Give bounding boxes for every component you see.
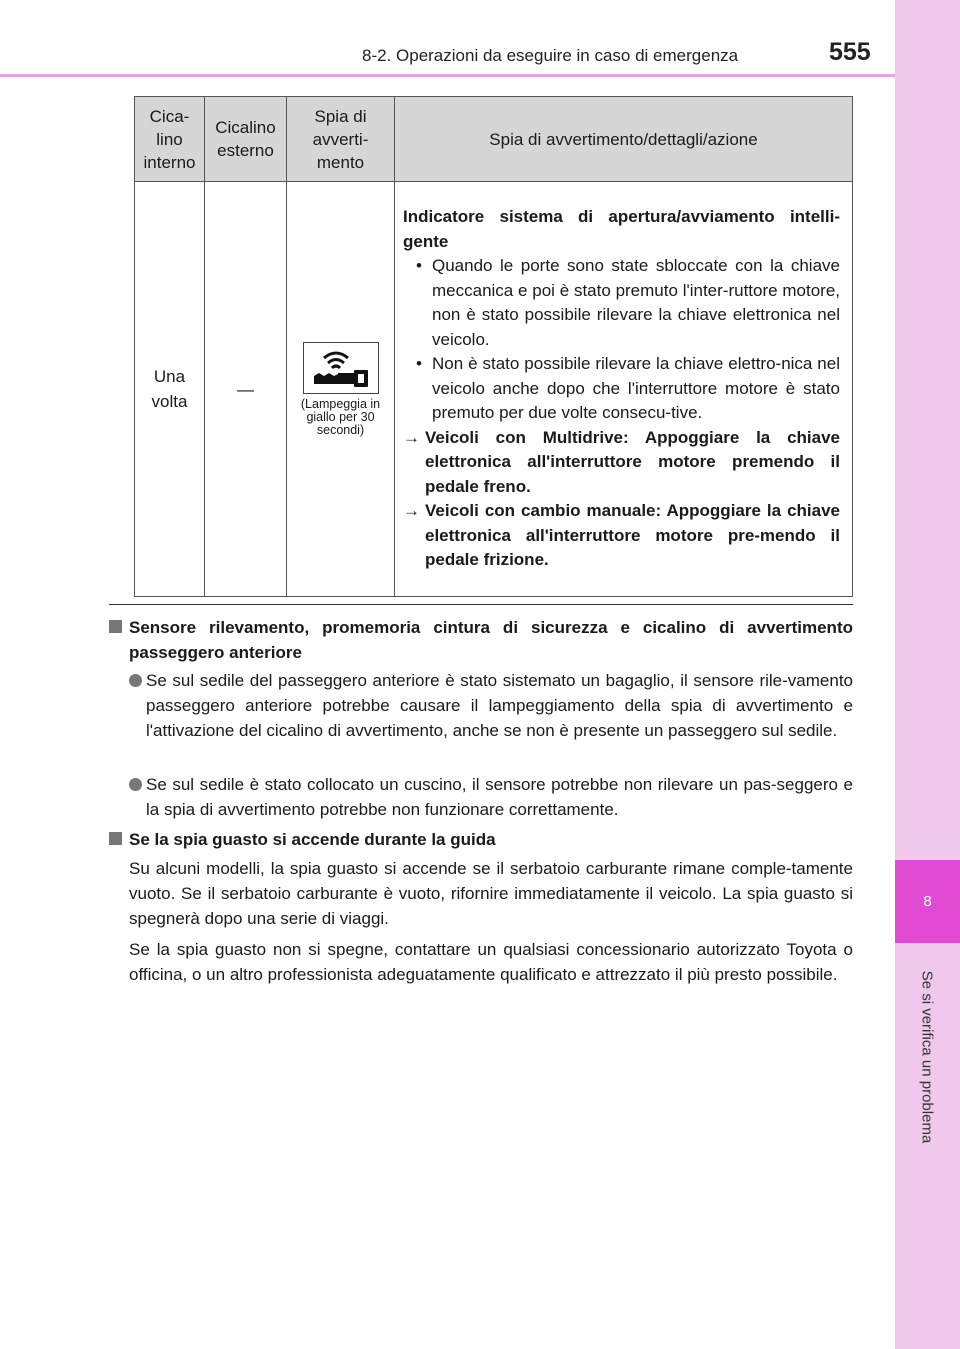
smart-key-indicator-icon: [303, 342, 379, 394]
action-text: Veicoli con cambio manuale: Appoggiare la chiave elettronica all'interruttore motore pre-mendo il pedale frizione.: [425, 501, 840, 570]
section-heading: Se la spia guasto si accende durante la guida: [109, 827, 853, 852]
paragraph: Su alcuni modelli, la spia guasto si accende se il serbatoio carburante rimane comple-tamente vuoto. Se il serbatoio carburante è vuoto, rifornire immediatamente il veicolo. La spia guasto si spegnerà dopo una serie di viaggi.: [129, 859, 853, 928]
sidebar-band-top: [895, 0, 960, 860]
square-bullet-icon: [109, 832, 122, 845]
list-item: • Quando le porte sono state sbloccate con la chiave meccanica e poi è stato premuto l'inter-ruttore motore, non è stato possibile rilevare la chiave elettronica nel veicolo.: [403, 254, 840, 352]
indicator-title: Indicatore sistema di apertura/avviamento intelli-gente: [403, 207, 840, 251]
list-item: • Non è stato possibile rilevare la chiave elettro-nica nel veicolo anche dopo che l'interruttore motore è stato premuto per due volte consecu-tive.: [403, 352, 840, 426]
section-heading: Sensore rilevamento, promemoria cintura di sicurezza e cicalino di avvertimento passeggero anteriore: [109, 615, 853, 665]
cell-warning-light: [287, 182, 395, 597]
arrow-icon: →: [403, 427, 420, 447]
round-bullet-icon: [129, 778, 142, 791]
warning-light-caption: (Lampeggia in giallo per 30 secondi): [300, 396, 381, 437]
round-bullet-icon: [129, 674, 142, 687]
section-title: 8-2. Operazioni da eseguire in caso di emergenza: [362, 46, 739, 65]
header-internal-buzzer: Cica- lino interno: [135, 97, 205, 182]
chapter-label: Se si verifica un problema: [918, 970, 936, 1144]
arrow-icon: →: [403, 501, 420, 521]
warning-table: [134, 96, 853, 597]
cell-external-buzzer: —: [205, 182, 287, 597]
cell-details: [395, 182, 853, 597]
header-rule: [0, 74, 895, 77]
chapter-tab[interactable]: 8: [895, 860, 960, 943]
list-item: Se sul sedile del passeggero anteriore è stato sistemato un bagaglio, il sensore rile-vamento passeggero anteriore potrebbe causare il lampeggiamento della spia di avvertimento e l'attivazione del cicalino di avvertimento, anche se non è presente un passeggero sul sedile.: [109, 668, 853, 743]
list-item: Se sul sedile è stato collocato un cuscino, il sensore potrebbe non rilevare un pas-seggero e la spia di avvertimento potrebbe non funzionare correttamente.: [109, 772, 853, 822]
action-item: [403, 426, 840, 500]
action-text: Veicoli con Multidrive: Appoggiare la chiave elettronica all'interruttore motore premendo il pedale freno.: [425, 427, 840, 496]
paragraph: Se la spia guasto non si spegne, contattare un qualsiasi concessionario autorizzato Toyota o officina, o un altro professionista adeguatamente qualificato e attrezzato il più presto possibile.: [129, 940, 853, 984]
header-warning-light: Spia di avverti- mento: [287, 97, 395, 182]
table-row: [135, 182, 853, 597]
section-divider: [109, 604, 853, 605]
page-number: 555: [829, 38, 871, 66]
square-bullet-icon: [109, 620, 122, 633]
table-header-row: [135, 97, 853, 182]
header-external-buzzer: Cicalino esterno: [205, 97, 287, 182]
header-details: Spia di avvertimento/dettagli/azione: [395, 97, 853, 182]
cell-internal-buzzer: Una volta: [135, 182, 205, 597]
detail-bullets: [403, 254, 840, 426]
action-item: [403, 499, 840, 573]
